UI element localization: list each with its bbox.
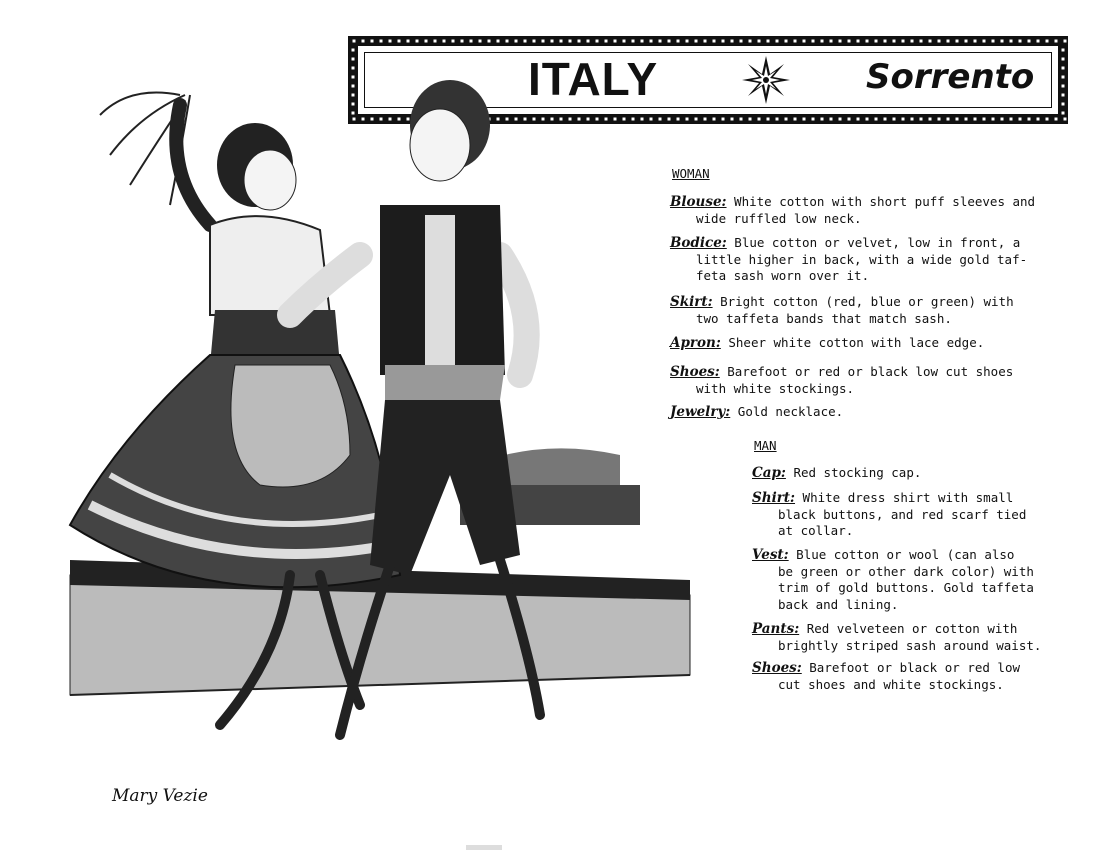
term-label: Pants: [752, 621, 800, 637]
border-dot [434, 40, 437, 43]
border-dot [830, 118, 833, 121]
border-dot [956, 40, 959, 43]
border-dot [839, 40, 842, 43]
border-dot [785, 40, 788, 43]
entry-text: brightly striped sash around waist. [778, 637, 1042, 653]
border-dot [1037, 40, 1040, 43]
border-dot [425, 40, 428, 43]
border-dot [533, 40, 536, 43]
border-dot [785, 118, 788, 121]
term-label: Shirt: [752, 490, 796, 506]
border-dot [569, 40, 572, 43]
border-dot [740, 40, 743, 43]
entry-text: Blue cotton or velvet, low in front, a [726, 235, 1021, 250]
border-dot [938, 118, 941, 121]
border-dot [875, 40, 878, 43]
entry-text: Barefoot or red or black low cut shoes [719, 364, 1014, 379]
entry-text: Sheer white cotton with lace edge. [720, 335, 985, 350]
page-edge-marker [466, 845, 502, 850]
term-label: Shoes: [752, 660, 802, 676]
artist-signature: Mary Vezie [112, 786, 208, 806]
border-dot [794, 118, 797, 121]
border-dot [1062, 103, 1065, 106]
border-dot [758, 40, 761, 43]
border-dot [821, 118, 824, 121]
border-dot [749, 118, 752, 121]
border-dot [389, 40, 392, 43]
entry-text: back and lining. [778, 596, 899, 612]
border-dot [596, 40, 599, 43]
border-dot [722, 40, 725, 43]
man-section-label: MAN [754, 438, 777, 453]
border-dot [866, 40, 869, 43]
border-dot [362, 40, 365, 43]
border-dot [929, 40, 932, 43]
border-dot [983, 40, 986, 43]
border-dot [704, 118, 707, 121]
border-dot [857, 40, 860, 43]
term-label: Bodice: [670, 235, 727, 251]
entry-text: cut shoes and white stockings. [778, 676, 1004, 692]
border-dot [632, 40, 635, 43]
entry-text: White cotton with short puff sleeves and [726, 194, 1036, 209]
border-dot [1062, 112, 1065, 115]
woman-blouse-entry [670, 194, 1035, 227]
border-dot [1062, 76, 1065, 79]
border-dot [983, 118, 986, 121]
woman-skirt-entry [670, 294, 1014, 327]
border-dot [848, 40, 851, 43]
border-dot [722, 118, 725, 121]
border-dot [938, 40, 941, 43]
border-dot [1028, 118, 1031, 121]
man-shoes-entry [752, 660, 1020, 693]
border-dot [839, 118, 842, 121]
border-dot [497, 40, 500, 43]
border-dot [398, 40, 401, 43]
entry-text: be green or other dark color) with [778, 563, 1034, 579]
border-dot [542, 40, 545, 43]
border-dot [776, 40, 779, 43]
term-label: Blouse: [670, 194, 727, 210]
border-dot [1046, 40, 1049, 43]
border-dot [866, 118, 869, 121]
entry-text: at collar. [778, 523, 854, 538]
border-dot [803, 40, 806, 43]
border-dot [911, 118, 914, 121]
border-dot [352, 49, 355, 52]
border-dot [731, 118, 734, 121]
border-dot [1055, 40, 1058, 43]
border-dot [560, 40, 563, 43]
man-shirt-entry [752, 490, 1026, 540]
border-dot [803, 118, 806, 121]
woman-apron-entry [670, 335, 984, 352]
border-dot [551, 40, 554, 43]
entry-text: little higher in back, with a wide gold taf- [696, 251, 1028, 267]
border-dot [1037, 118, 1040, 121]
woman-jewelry-entry [670, 404, 843, 421]
entry-text: Blue cotton or wool (can also [788, 547, 1015, 562]
border-dot [623, 40, 626, 43]
border-dot [821, 40, 824, 43]
border-dot [1064, 40, 1067, 43]
border-dot [371, 40, 374, 43]
term-label: Apron: [670, 335, 721, 351]
entry-text: wide ruffled low neck. [696, 210, 862, 226]
woman-section-label: WOMAN [672, 166, 710, 181]
border-dot [992, 40, 995, 43]
entry-text: Barefoot or black or red low [801, 660, 1020, 675]
border-dot [515, 40, 518, 43]
border-dot [875, 118, 878, 121]
border-dot [641, 40, 644, 43]
border-dot [794, 40, 797, 43]
term-label: Skirt: [670, 294, 713, 310]
border-dot [758, 118, 761, 121]
border-dot [920, 118, 923, 121]
border-dot [578, 40, 581, 43]
border-dot [965, 40, 968, 43]
border-dot [893, 118, 896, 121]
border-dot [767, 40, 770, 43]
border-dot [731, 40, 734, 43]
border-dot [1062, 94, 1065, 97]
border-dot [659, 40, 662, 43]
man-pants-entry [752, 621, 1041, 654]
border-dot [1010, 40, 1013, 43]
border-dot [1019, 40, 1022, 43]
border-dot [1062, 85, 1065, 88]
border-dot [704, 40, 707, 43]
border-dot [1062, 67, 1065, 70]
border-dot [884, 40, 887, 43]
border-dot [353, 40, 356, 43]
border-dot [830, 40, 833, 43]
border-dot [452, 40, 455, 43]
entry-text: feta sash worn over it. [696, 268, 870, 283]
border-dot [1062, 49, 1065, 52]
border-dot [956, 118, 959, 121]
border-dot [974, 118, 977, 121]
border-dot [416, 40, 419, 43]
entry-text: Gold necklace. [730, 404, 844, 419]
entry-text: two taffeta bands that match sash. [696, 310, 952, 326]
compass-star-icon [740, 54, 792, 106]
term-label: Vest: [752, 547, 789, 563]
term-label: Cap: [752, 465, 786, 481]
border-dot [470, 40, 473, 43]
border-dot [893, 40, 896, 43]
border-dot [713, 40, 716, 43]
entry-text: trim of gold buttons. Gold taffeta [778, 580, 1034, 595]
border-dot [587, 40, 590, 43]
border-dot [884, 118, 887, 121]
border-dot [695, 40, 698, 43]
border-dot [992, 118, 995, 121]
border-dot [461, 40, 464, 43]
border-dot [1019, 118, 1022, 121]
page-title: ITALY [528, 53, 659, 105]
man-cap-entry [752, 465, 921, 482]
border-dot [686, 40, 689, 43]
entry-text: black buttons, and red scarf tied [778, 506, 1027, 522]
border-dot [506, 40, 509, 43]
term-label: Jewelry: [670, 404, 731, 420]
border-dot [407, 40, 410, 43]
border-dot [974, 40, 977, 43]
border-dot [776, 118, 779, 121]
border-dot [524, 40, 527, 43]
border-dot [488, 40, 491, 43]
border-dot [911, 40, 914, 43]
border-dot [740, 118, 743, 121]
border-dot [677, 40, 680, 43]
border-dot [668, 40, 671, 43]
border-dot [479, 40, 482, 43]
entry-text: Red stocking cap. [785, 465, 922, 480]
man-vest-entry [752, 547, 1034, 613]
border-dot [920, 40, 923, 43]
border-dot [857, 118, 860, 121]
dancers-illustration [60, 55, 700, 755]
border-dot [767, 118, 770, 121]
woman-bodice-entry [670, 235, 1027, 285]
border-dot [1028, 40, 1031, 43]
border-dot [614, 40, 617, 43]
page-subtitle: Sorrento [866, 57, 1035, 97]
border-dot [947, 40, 950, 43]
border-dot [749, 40, 752, 43]
woman-shoes-entry [670, 364, 1013, 397]
border-dot [902, 40, 905, 43]
border-dot [929, 118, 932, 121]
border-dot [812, 118, 815, 121]
border-dot [1001, 118, 1004, 121]
entry-text: Bright cotton (red, blue or green) with [712, 294, 1014, 309]
border-dot [812, 40, 815, 43]
border-dot [902, 118, 905, 121]
border-dot [1064, 118, 1067, 121]
border-dot [947, 118, 950, 121]
border-dot [380, 40, 383, 43]
border-dot [1001, 40, 1004, 43]
border-dot [1055, 118, 1058, 121]
border-dot [848, 118, 851, 121]
border-dot [1062, 58, 1065, 61]
entry-text: with white stockings. [696, 380, 855, 396]
entry-text: White dress shirt with small [795, 490, 1014, 505]
border-dot [713, 118, 716, 121]
border-dot [650, 40, 653, 43]
border-dot [443, 40, 446, 43]
border-dot [965, 118, 968, 121]
border-dot [1046, 118, 1049, 121]
term-label: Shoes: [670, 364, 720, 380]
border-dot [605, 40, 608, 43]
entry-text: Red velveteen or cotton with [799, 621, 1018, 636]
border-dot [1010, 118, 1013, 121]
